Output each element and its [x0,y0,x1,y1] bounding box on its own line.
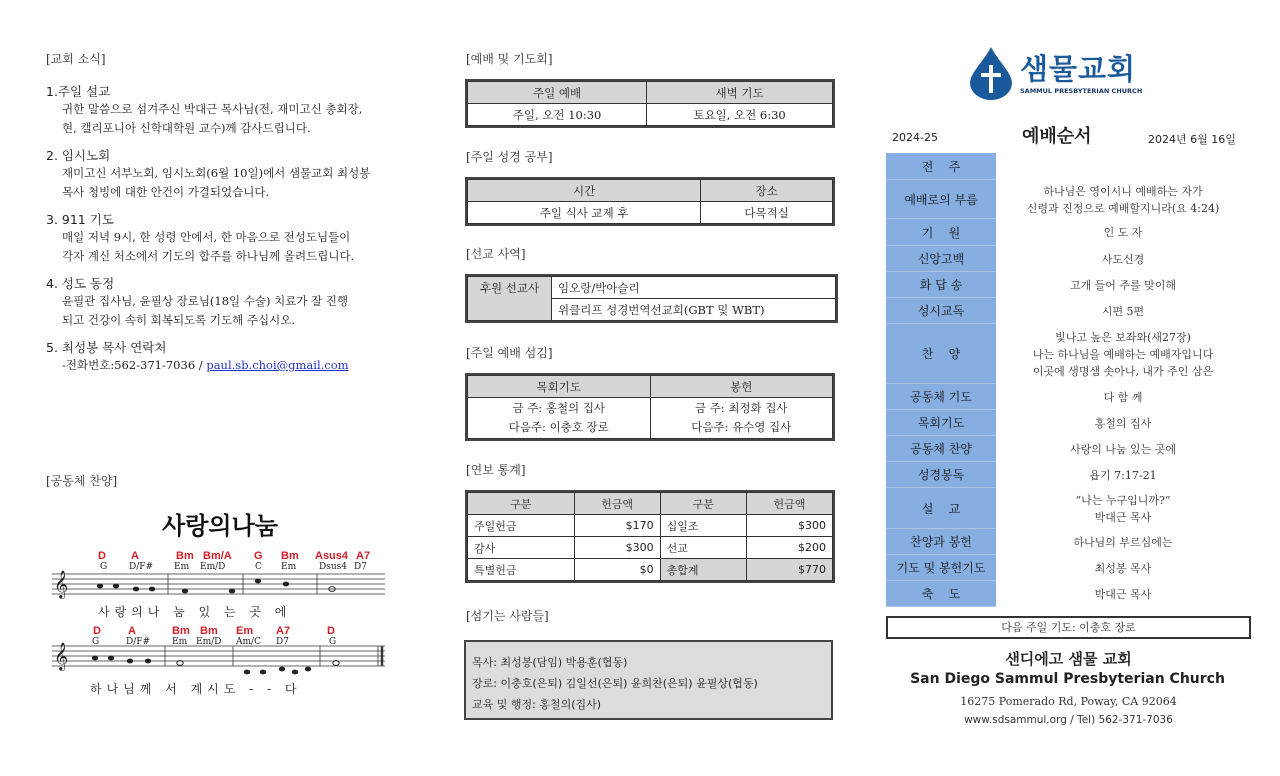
order-value-line: 신령과 진정으로 예배할지니라(요 4:24) [1026,201,1220,215]
order-row [886,153,1250,180]
order-label: 찬 양 [886,324,996,384]
order-value [996,389,1250,406]
order-value [996,329,1250,380]
worship-heading: [예배 및 기도회] [466,52,553,66]
order-row [886,324,1250,384]
staff-box [464,640,833,720]
table-header: 주일 예배 [468,82,647,104]
chord-label: A7 [276,625,291,637]
order-row [886,555,1250,581]
stats-table [465,490,835,583]
church-contact: www.sdsammul.org / Tel) 562-371-7036 [964,714,1173,726]
order-value-line: 욥기 7:17-21 [1089,468,1157,482]
order-row [886,436,1250,462]
order-value-line: 하나님의 부르심에는 [1073,535,1173,549]
chord-alt: Em [281,562,297,572]
table-header: 헌금액 [574,493,660,515]
table-cell: 다음주: 이충호 장로 [508,420,609,434]
church-news [46,74,406,375]
order-value [996,441,1250,458]
order-value-line: “나는 누구입니까?” [1075,493,1171,507]
news-item [46,274,406,330]
total-value: $770 [746,559,832,581]
chord-label: G [254,550,263,562]
sheet-music [40,500,400,700]
table-cell: 금 주: 최정화 집사 [694,401,788,415]
order-value-line: 인 도 자 [1103,226,1143,239]
order-value-line: 홍철의 집사 [1094,416,1152,430]
chord-alt: Em/D [200,562,226,572]
order-value [996,467,1250,484]
chord-alt: Em/D [196,637,222,647]
news-line: 재미고신 서부노회, 임시노회(6월 10일)에서 샘물교회 최성봉 [62,166,371,180]
order-label: 축 도 [886,581,996,607]
table-cell: $300 [746,515,832,537]
order-row [886,246,1250,272]
order-value-line: 빛나고 높은 보좌와(새27장) [1055,330,1191,344]
order-value [996,251,1250,268]
table-header: 장소 [701,180,833,202]
chord-label: Bm [176,550,194,562]
order-value [996,586,1250,603]
stats-heading: [연보 통계] [466,463,526,477]
table-cell: $170 [574,515,660,537]
chord-alt: C [255,562,262,572]
order-row [886,180,1250,219]
order-row [886,410,1250,436]
table-cell: 감사 [468,537,575,559]
table-cell: 위클리프 성경번역선교회(GBT 및 WBT) [552,299,836,321]
news-line: 각자 계신 처소에서 기도의 합주를 하나님께 올려드립니다. [62,249,355,263]
church-name-en: San Diego Sammul Presbyterian Church [910,671,1225,687]
chord-label: D [93,625,101,637]
chord-label: A [128,625,136,637]
order-value [996,492,1250,526]
news-title: 5. 최성봉 목사 연락처 [46,340,167,355]
order-label: 공동체 찬양 [886,436,996,462]
order-value [996,534,1250,551]
news-line: 현, 캘리포니아 신학대학원 교수)께 감사드립니다. [62,121,311,135]
worship-table [465,79,835,128]
order-label: 공동체 기도 [886,384,996,410]
news-line: 되고 건강이 속히 회복되도록 기도해 주십시오. [62,313,296,327]
serving-table [465,373,835,441]
table-cell: 금 주: 홍철의 집사 [512,401,606,415]
order-label: 성시교독 [886,298,996,324]
order-label: 화 답 송 [886,272,996,298]
order-row [886,219,1250,246]
order-row [886,462,1250,488]
table-cell: 십일조 [660,515,746,537]
table-cell: 주일 식사 교제 후 [468,202,701,224]
bulletin-number: 2024-25 [892,131,938,144]
order-title: 예배순서 [1022,126,1092,147]
mission-heading: [선교 사역] [466,247,526,261]
table-header: 목회기도 [468,376,651,398]
order-value [996,277,1250,294]
chord-label: Bm/A [203,550,232,562]
mission-table [465,274,838,323]
chord-alt: D7 [276,637,289,647]
table-cell: 임오랑/박아슬리 [552,277,836,299]
order-value [996,560,1250,577]
news-item [46,338,406,375]
order-label: 기 원 [886,219,996,246]
order-row [886,384,1250,410]
church-name-ko: 샌디에고 샘물 교회 [1005,650,1132,668]
news-line: 목사 청빙에 대한 안건이 가결되었습니다. [62,185,270,199]
order-row [886,529,1250,555]
table-cell: $200 [746,537,832,559]
news-item [46,146,406,202]
order-value-line: 이곳에 생명샘 솟아나, 내가 주인 삼은 [1032,364,1214,378]
table-header: 시간 [468,180,701,202]
news-title: 4. 성도 동정 [46,276,115,291]
chord-label: D [327,625,335,637]
order-row [886,298,1250,324]
staff-line: 교육 및 행정: 홍철의(집사) [472,698,602,711]
order-value-line: 박대근 목사 [1094,587,1152,601]
news-line: 윤필관 집사님, 윤필상 장로님(18일 수술) 치료가 잘 진행 [62,294,349,308]
news-item [46,82,406,138]
serving-heading: [주일 예배 섬김] [466,346,553,360]
news-heading: [교회 소식] [46,52,106,66]
order-row [886,581,1250,607]
order-label: 성경봉독 [886,462,996,488]
order-value-line: 고개 들어 주를 맞이해 [1069,278,1177,292]
table-header: 구분 [468,493,575,515]
chord-label: D [98,550,106,562]
email-link[interactable]: paul.sb.choi@gmail.com [206,358,349,372]
staff-line: 장로: 이충호(은퇴) 김일선(은퇴) 윤희찬(은퇴) 윤필상(협동) [472,677,758,690]
order-label: 설 교 [886,488,996,529]
table-cell: 선교 [660,537,746,559]
chord-alt: D/F# [126,637,151,647]
table-header: 새벽 기도 [647,82,833,104]
water-drop-cross-icon [968,45,1014,101]
news-line: 매일 저녁 9시, 한 성령 안에서, 한 마음으로 전성도님들이 [62,230,351,244]
order-label: 찬양과 봉헌 [886,529,996,555]
chord-alt: G [100,562,108,572]
order-value-line: 사도신경 [1101,252,1145,266]
order-label: 목회기도 [886,410,996,436]
table-row [468,559,833,581]
lyrics-line-2: 하나님께 서 계시도 - - 다 [90,682,302,696]
next-prayer-box: 다음 주일 기도: 이충호 장로 [886,616,1251,639]
order-value [996,303,1250,320]
table-cell: $300 [574,537,660,559]
chord-alt: G [92,637,100,647]
news-title: 2. 임시노회 [46,148,111,163]
order-value [996,183,1250,217]
order-value-line: 시편 5편 [1101,304,1145,318]
chord-label: Bm [200,625,218,637]
table-header: 헌금액 [746,493,832,515]
chord-alt: D7 [354,562,367,572]
table-cell: 특별헌금 [468,559,575,581]
chord-alt: Dsus4 [319,562,347,572]
order-row [886,272,1250,298]
order-value-line: 박대근 목사 [1094,510,1152,524]
song-heading: [공동체 찬양] [46,474,118,488]
order-value [996,224,1250,241]
table-row [468,515,833,537]
table-cell: 다음주: 유수영 집사 [691,420,792,434]
chord-alt: D/F# [129,562,154,572]
table-cell: 주일헌금 [468,515,575,537]
table-cell: 다목적실 [701,202,833,224]
news-item [46,210,406,266]
news-line: 귀한 말씀으로 섬겨주신 박대근 목사님(전, 재미고신 총회장, [62,102,363,116]
chord-alt: Am/C [236,637,261,647]
table-cell: $0 [574,559,660,581]
church-address: 16275 Pomerado Rd, Poway, CA 92064 [960,695,1177,708]
chord-alt: Em [174,562,190,572]
order-value [996,415,1250,432]
song-title: 사랑의나눔 [162,512,278,540]
table-header: 구분 [660,493,746,515]
chord-label: Em [236,625,254,637]
table-cell: 토요일, 오전 6:30 [647,104,833,126]
order-label: 전 주 [886,153,996,180]
total-label: 총합계 [660,559,746,581]
svg-text:𝄞: 𝄞 [54,570,69,598]
people-heading: [섬기는 사람들] [466,609,549,623]
order-value-line: 다 함 께 [1103,390,1143,404]
order-value-line: 최성봉 목사 [1094,561,1152,575]
order-value-line: 사랑의 나눔 있는 곳에 [1069,442,1177,456]
phone-number: -전화번호:562-371-7036 / [62,358,203,372]
order-value-line: 하나님은 영이시니 예배하는 자가 [1043,184,1203,198]
chord-label: Bm [172,625,190,637]
bible-heading: [주일 성경 공부] [466,150,553,164]
staff-lines [40,500,400,700]
order-label: 신앙고백 [886,246,996,272]
chord-label: A [131,550,139,562]
order-label: 기도 및 봉헌기도 [886,555,996,581]
table-header: 봉헌 [650,376,833,398]
chord-label: Asus4 [315,550,349,562]
order-row [886,488,1250,529]
order-label: 예배로의 부름 [886,180,996,219]
chord-alt: G [329,637,337,647]
church-logo: 샘물교회 SAMMUL PRESBYTERIAN CHURCH [968,45,1158,103]
chord-label: Bm [281,550,299,562]
table-cell: 주일, 오전 10:30 [468,104,647,126]
svg-text:𝄞: 𝄞 [54,642,69,670]
bulletin-date: 2024년 6월 16일 [1148,133,1236,146]
lyrics-line-1: 사랑의나 눔 있 는 곳 에 [98,605,292,619]
table-row [468,537,833,559]
staff-line: 목사: 최성봉(담임) 박용훈(협동) [472,656,628,669]
order-value-line: 나는 하나님을 예배하는 예배자입니다 [1032,347,1214,361]
chord-alt: Em [172,637,188,647]
table-header: 후원 선교사 [468,277,552,321]
news-title: 1.주일 설교 [46,84,111,99]
bible-table [465,177,835,226]
chord-label: A7 [356,550,371,562]
news-title: 3. 911 기도 [46,212,114,227]
